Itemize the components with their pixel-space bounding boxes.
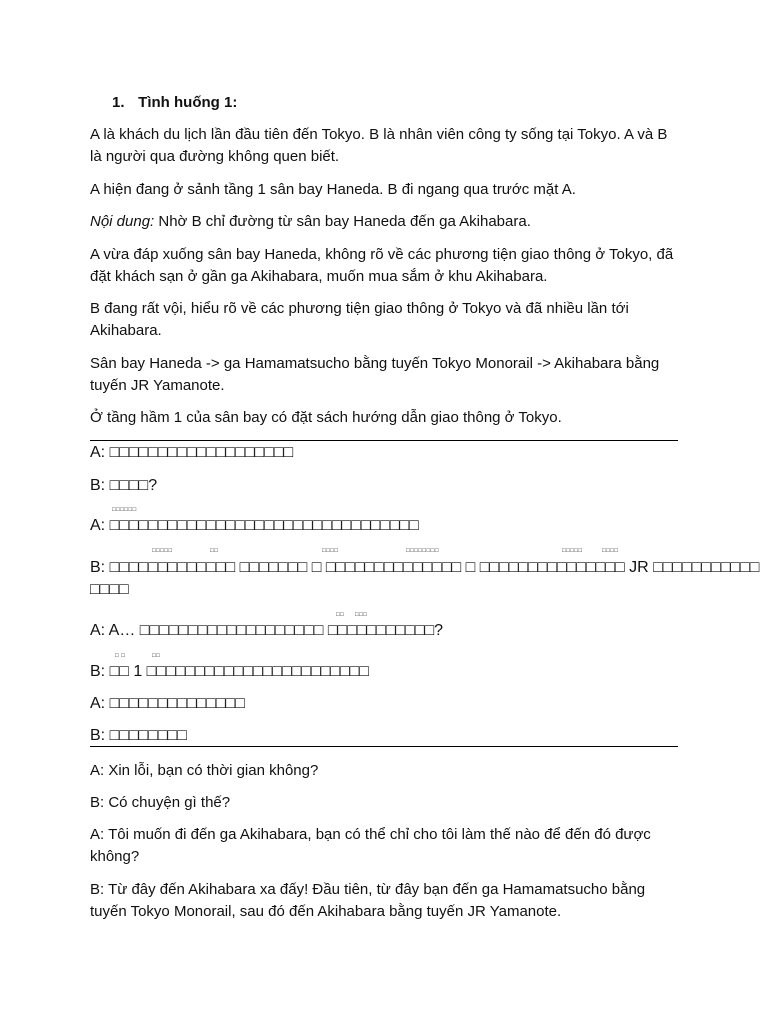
ruby-mark-6: □□□□□ xyxy=(562,548,583,554)
dialogue-jp-line-6: B: □□ 1 □□□□□□□□□□□□□□□□□□□□□□□ xyxy=(90,663,369,680)
ruby-mark-10: □ □ xyxy=(115,653,126,659)
ruby-mark-7: □□□□ xyxy=(602,548,619,554)
detail-paragraph-4: Ở tầng hầm 1 của sân bay có đặt sách hướng dẫn giao thông ở Tokyo. xyxy=(90,409,562,426)
heading-title: Tình huống 1: xyxy=(138,94,238,111)
ruby-mark-2: □□□□□ xyxy=(152,548,173,554)
dialogue-jp-line-4: B: □□□□□□□□□□□□□ □□□□□□□ □ □□□□□□□□□□□□□□ □ □□□□□□□□□□□□□□□ JR □□□□□□□□□□□ xyxy=(90,559,760,576)
content-label: Nội dung: xyxy=(90,213,155,230)
ruby-mark-9: □□□ xyxy=(355,612,368,618)
content-paragraph xyxy=(90,211,678,233)
dialogue-vn-line-4: B: Từ đây đến Akihabara xa đấy! Đầu tiên, từ đây bạn đến ga Hamamatsucho bằng tuyến Tokyo Monorail, sau đó đến Akihabara bằng tuyến JR Yamanote. xyxy=(90,881,646,920)
dialogue-jp-line-1: A: □□□□□□□□□□□□□□□□□□□ xyxy=(90,444,294,461)
dialogue-vn-line-2: B: Có chuyện gì thế? xyxy=(90,794,231,811)
ruby-mark-5: □□□□□□□□ xyxy=(406,548,439,554)
detail-paragraph-1: A vừa đáp xuống sân bay Haneda, không rõ về các phương tiện giao thông ở Tokyo, đã đặt khách sạn ở gần ga Akihabara, muốn mua sắm ở khu Akihabara. xyxy=(90,246,674,285)
dialogue-bottom-rule xyxy=(90,746,678,747)
intro-paragraph-1: A là khách du lịch lần đầu tiên đến Tokyo. B là nhân viên công ty sống tại Tokyo. A và B là người qua đường không quen biết. xyxy=(90,126,668,165)
dialogue-jp-line-7: A: □□□□□□□□□□□□□□ xyxy=(90,695,245,712)
content-text: Nhờ B chỉ đường từ sân bay Haneda đến ga Akihabara. xyxy=(154,213,531,230)
dialogue-jp-line-8: B: □□□□□□□□ xyxy=(90,727,187,744)
ruby-mark-4: □□□□ xyxy=(322,548,339,554)
ruby-mark-1: □□□□□□ xyxy=(112,507,137,513)
ruby-mark-11: □□ xyxy=(152,653,161,659)
ruby-mark-3: □□ xyxy=(210,548,219,554)
section-heading xyxy=(112,94,237,111)
dialogue-vn-line-1: A: Xin lỗi, bạn có thời gian không? xyxy=(90,762,319,779)
dialogue-vn-line-3: A: Tôi muốn đi đến ga Akihabara, bạn có thể chỉ cho tôi làm thế nào để đến đó được không? xyxy=(90,826,651,865)
ruby-mark-8: □□ xyxy=(336,612,345,618)
detail-paragraph-3: Sân bay Haneda -> ga Hamamatsucho bằng tuyến Tokyo Monorail -> Akihabara bằng tuyến JR Yamanote. xyxy=(90,355,660,394)
dialogue-jp-line-2: B: □□□□? xyxy=(90,477,158,494)
detail-paragraph-2: B đang rất vội, hiểu rõ về các phương tiện giao thông ở Tokyo và đã nhiều lần tới Akihabara. xyxy=(90,300,629,339)
dialogue-jp-line-5: A: A… □□□□□□□□□□□□□□□□□□□ □□□□□□□□□□□? xyxy=(90,622,444,639)
dialogue-jp-line-3: A: □□□□□□□□□□□□□□□□□□□□□□□□□□□□□□□□ xyxy=(90,517,419,534)
dialogue-jp-line-4-cont: □□□□ xyxy=(90,581,129,598)
heading-number: 1. xyxy=(112,94,125,111)
intro-paragraph-2: A hiện đang ở sảnh tầng 1 sân bay Haneda. B đi ngang qua trước mặt A. xyxy=(90,181,576,198)
